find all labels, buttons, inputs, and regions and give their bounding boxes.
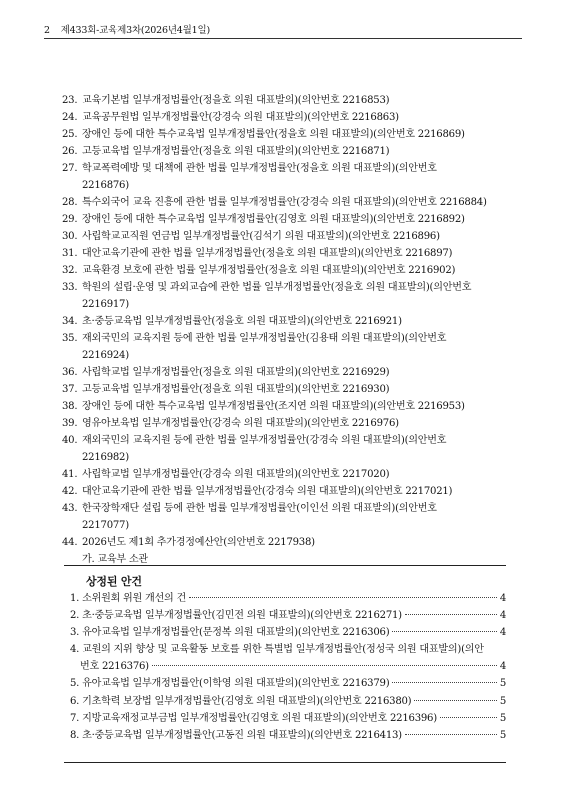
- dot-leader: [392, 631, 496, 632]
- agenda-item-number: [62, 347, 82, 364]
- agenda-item-number: 23.: [62, 95, 78, 106]
- agenda-item: [62, 347, 510, 364]
- agenda-item-number: 32.: [62, 265, 78, 276]
- agenda-item: [62, 449, 510, 466]
- agenda-item: [62, 92, 510, 109]
- presented-item: [70, 727, 506, 744]
- page-number: 2: [44, 25, 50, 36]
- agenda-item-text: 장애인 등에 대한 특수교육법 일부개정법률안(김영호 의원 대표발의)(의안번호 2216892): [82, 214, 465, 225]
- agenda-item-number: [62, 449, 82, 466]
- presented-item-label: 3. 유아교육법 일부개정법률안(문정복 의원 대표발의)(의안번호 2216306): [70, 627, 390, 639]
- agenda-item-text: 초·중등교육법 일부개정법률안(정을호 의원 대표발의)(의안번호 2216921): [82, 316, 402, 327]
- agenda-item: [62, 534, 510, 551]
- presented-item: [70, 710, 506, 727]
- page-reference: 4: [499, 627, 506, 639]
- agenda-item: [62, 228, 510, 245]
- agenda-item-number: [62, 517, 82, 534]
- agenda-item: [62, 194, 510, 211]
- section-title: 상정된 안건: [86, 575, 142, 588]
- agenda-item-number: 24.: [62, 112, 78, 123]
- agenda-item-number: 29.: [62, 214, 78, 225]
- agenda-item: [62, 109, 510, 126]
- presented-item: [70, 624, 506, 641]
- agenda-item: [62, 126, 510, 143]
- dot-leader: [440, 717, 497, 718]
- agenda-item-number: 38.: [62, 401, 78, 412]
- agenda-item-text: 한국장학재단 설립 등에 관한 법률 일부개정법률안(이인선 의원 대표발의)(의안번호: [82, 503, 437, 514]
- agenda-item-text: 고등교육법 일부개정법률안(정을호 의원 대표발의)(의안번호 2216930): [82, 384, 390, 395]
- agenda-item: [62, 296, 510, 313]
- presented-item-label: 5. 유아교육법 일부개정법률안(이학영 의원 대표발의)(의안번호 2216379): [70, 678, 390, 690]
- page-reference: 4: [499, 661, 506, 673]
- page-reference: 5: [499, 695, 506, 707]
- agenda-item-text: 교육공무원법 일부개정법률안(강경숙 의원 대표발의)(의안번호 2216863): [82, 112, 399, 123]
- agenda-item-number: 35.: [62, 333, 78, 344]
- agenda-item-text: 2216876): [82, 180, 129, 191]
- presented-item: [70, 675, 506, 692]
- agenda-item: [62, 517, 510, 534]
- agenda-item-text: 대안교육기관에 관한 법률 일부개정법률안(강경숙 의원 대표발의)(의안번호 2217021): [82, 486, 453, 497]
- dot-leader: [152, 665, 497, 666]
- agenda-item-text: 사립학교법 일부개정법률안(정을호 의원 대표발의)(의안번호 2216929): [82, 367, 390, 378]
- agenda-item-text: 영유아보육법 일부개정법률안(강경숙 의원 대표발의)(의안번호 2216976): [82, 418, 399, 429]
- agenda-item-number: 41.: [62, 469, 78, 480]
- agenda-item-text: 특수외국어 교육 진흥에 관한 법률 일부개정법률안(강경숙 의원 대표발의)(의안번호 2216884): [82, 197, 487, 208]
- presented-item: [70, 693, 506, 710]
- agenda-item: [62, 415, 510, 432]
- agenda-item-text: 대안교육기관에 관한 법률 일부개정법률안(정을호 의원 대표발의)(의안번호 2216897): [82, 248, 453, 259]
- presented-item-label: 8. 초·중등교육법 일부개정법률안(고동진 의원 대표발의)(의안번호 2216413): [70, 729, 402, 741]
- agenda-item-text: 학원의 설립·운영 및 과외교습에 관한 법률 일부개정법률안(정을호 의원 대표발의)(의안번호: [82, 282, 472, 293]
- page-header: [44, 22, 210, 36]
- page-reference: 5: [499, 678, 506, 690]
- agenda-item-text: 2216917): [82, 299, 129, 310]
- agenda-item-text: 2216924): [82, 350, 129, 361]
- agenda-list: [62, 92, 510, 568]
- page-reference: 5: [499, 712, 506, 724]
- agenda-item-text: 재외국민의 교육지원 등에 관한 법률 일부개정법률안(강경숙 의원 대표발의)(의안번호: [82, 435, 447, 446]
- agenda-item: [62, 466, 510, 483]
- dot-leader: [405, 734, 497, 735]
- agenda-item: [62, 211, 510, 228]
- page-reference: 5: [499, 729, 506, 741]
- section-divider-bottom: [64, 762, 506, 763]
- agenda-item-number: 36.: [62, 367, 78, 378]
- agenda-item-number: 25.: [62, 129, 78, 140]
- page-reference: 4: [499, 593, 506, 604]
- agenda-item: [62, 279, 510, 296]
- presented-item: [70, 658, 506, 675]
- presented-item: [70, 590, 506, 607]
- agenda-item: [62, 177, 510, 194]
- presented-items-list: [70, 590, 506, 744]
- agenda-item-number: [62, 177, 82, 194]
- agenda-item: [62, 160, 510, 177]
- agenda-item: [62, 143, 510, 160]
- header-rule: [44, 38, 522, 39]
- agenda-item: [62, 330, 510, 347]
- section-divider-top: [64, 565, 506, 566]
- agenda-item: [62, 432, 510, 449]
- agenda-item-number: 42.: [62, 486, 78, 497]
- agenda-item-number: 26.: [62, 146, 78, 157]
- agenda-item-number: 28.: [62, 197, 78, 208]
- presented-item-label: 7. 지방교육재정교부금법 일부개정법률안(김영호 의원 대표발의)(의안번호 2216396): [70, 712, 437, 724]
- dot-leader: [189, 597, 497, 598]
- presented-item: [70, 607, 506, 624]
- dot-leader: [414, 700, 496, 701]
- presented-item-label-continued: 번호 2216376): [80, 661, 149, 673]
- agenda-item: [62, 500, 510, 517]
- presented-item-label: 6. 기초학력 보장법 일부개정법률안(김영호 의원 대표발의)(의안번호 2216380): [70, 695, 412, 707]
- agenda-item-number: 27.: [62, 163, 78, 174]
- agenda-item-text: 교육환경 보호에 관한 법률 일부개정법률안(정을호 의원 대표발의)(의안번호 2216902): [82, 265, 456, 276]
- agenda-item-number: 44.: [62, 537, 78, 548]
- agenda-item-number: [62, 296, 82, 313]
- agenda-item-text: 고등교육법 일부개정법률안(정을호 의원 대표발의)(의안번호 2216871): [82, 146, 390, 157]
- agenda-item-text: 장애인 등에 대한 특수교육법 일부개정법률안(조지연 의원 대표발의)(의안번호 2216953): [82, 401, 465, 412]
- agenda-item: [62, 262, 510, 279]
- agenda-item-text: 학교폭력예방 및 대책에 관한 법률 일부개정법률안(정을호 의원 대표발의)(의안번호: [82, 163, 437, 174]
- agenda-item-text: 장애인 등에 대한 특수교육법 일부개정법률안(정을호 의원 대표발의)(의안번호 2216869): [82, 129, 465, 140]
- agenda-item-number: 40.: [62, 435, 78, 446]
- agenda-item-number: 39.: [62, 418, 78, 429]
- agenda-item-number: 31.: [62, 248, 78, 259]
- agenda-item-text: 2216982): [82, 452, 129, 463]
- agenda-item-text: 가. 교육부 소관: [82, 554, 148, 565]
- agenda-item-text: 2217077): [82, 520, 129, 531]
- presented-item-label: 2. 초·중등교육법 일부개정법률안(김민전 의원 대표발의)(의안번호 2216271): [70, 610, 402, 622]
- agenda-item: [62, 245, 510, 262]
- agenda-item: [62, 313, 510, 330]
- agenda-item-number: 43.: [62, 503, 78, 514]
- agenda-item-text: 사립학교교직원 연금법 일부개정법률안(김석기 의원 대표발의)(의안번호 2216896): [82, 231, 440, 242]
- document-title: 제433회-교육제3차(2026년4월1일): [60, 25, 210, 36]
- agenda-item: [62, 483, 510, 500]
- agenda-item-number: 34.: [62, 316, 78, 327]
- dot-leader: [405, 614, 497, 615]
- agenda-item-text: 2026년도 제1회 추가경정예산안(의안번호 2217938): [82, 537, 315, 548]
- agenda-item: [62, 381, 510, 398]
- agenda-item: [62, 364, 510, 381]
- agenda-item-text: 사립학교법 일부개정법률안(강경숙 의원 대표발의)(의안번호 2217020): [82, 469, 390, 480]
- dot-leader: [392, 682, 496, 683]
- agenda-item-number: 37.: [62, 384, 78, 395]
- presented-item-label: 1. 소위원회 위원 개선의 건: [70, 593, 186, 604]
- agenda-item-text: 재외국민의 교육지원 등에 관한 법률 일부개정법률안(김용태 의원 대표발의)(의안번호: [82, 333, 447, 344]
- page-reference: 4: [499, 610, 506, 622]
- agenda-item-number: 33.: [62, 282, 78, 293]
- agenda-item: [62, 398, 510, 415]
- agenda-item-text: 교육기본법 일부개정법률안(정을호 의원 대표발의)(의안번호 2216853): [82, 95, 390, 106]
- agenda-item-number: 30.: [62, 231, 78, 242]
- presented-item-label: 4. 교원의 지위 향상 및 교육활동 보호를 위한 특별법 일부개정법률안(정성국 의원 대표발의)(의안: [70, 644, 484, 656]
